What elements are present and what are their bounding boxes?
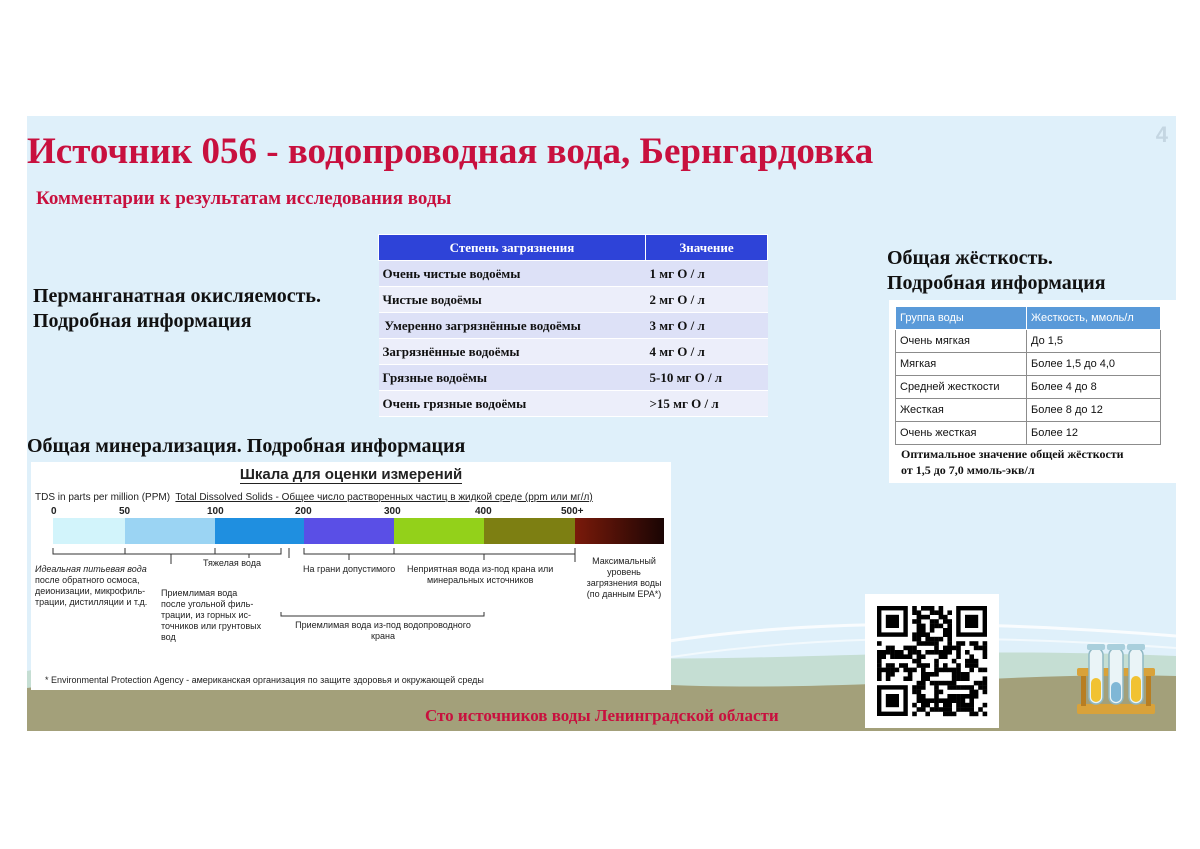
tds-label-line: Идеальная питьевая вода (35, 564, 147, 574)
tds-label-line: трации, из горных ис- (161, 610, 252, 620)
table-cell: Средней жесткости (896, 376, 1027, 399)
tds-label-line: Приемлимая вода (161, 588, 238, 598)
tds-label-line: вод (161, 632, 176, 642)
tds-tick: 200 (295, 506, 312, 517)
table-header-row (896, 307, 1161, 330)
table-cell: 5-10 мг О / л (646, 365, 768, 391)
table-row (379, 261, 768, 287)
hardness-note-line2: от 1,5 до 7,0 ммоль-экв/л (901, 463, 1035, 477)
table-cell: Очень жесткая (896, 422, 1027, 445)
table-header-row (379, 235, 768, 261)
table-cell: 4 мг О / л (646, 339, 768, 365)
table-cell: >15 мг О / л (646, 391, 768, 417)
tds-label-line: после угольной филь- (161, 599, 254, 609)
table-header-cell: Степень загрязнения (379, 235, 646, 261)
tds-tick: 500+ (561, 506, 584, 517)
hardness-heading (887, 246, 1106, 296)
tds-label-line: (по данным EPA*) (586, 589, 662, 599)
tds-tick: 400 (475, 506, 492, 517)
table-header-cell: Группа воды (896, 307, 1027, 330)
tds-axis-title-en: TDS in parts per million (PPM) (35, 492, 171, 503)
tds-label-line: деионизации, микрофиль- (35, 586, 146, 596)
hardness-note (901, 446, 1124, 478)
tds-label-heavy: Тяжелая вода (203, 558, 261, 568)
table-cell: Умеренно загрязнённые водоёмы (379, 313, 646, 339)
table-header-cell: Значение (646, 235, 768, 261)
table-row (379, 313, 768, 339)
hardness-panel (889, 300, 1176, 483)
permanganate-heading-line1: Перманганатная окисляемость. (33, 285, 321, 307)
tds-label-line: уровень (607, 567, 641, 577)
table-row (379, 365, 768, 391)
slide (27, 116, 1176, 731)
table-cell: Жесткая (896, 399, 1027, 422)
table-cell: Грязные водоёмы (379, 365, 646, 391)
table-cell: 1 мг О / л (646, 261, 768, 287)
tds-label-tap (286, 620, 480, 642)
permanganate-heading-line2: Подробная информация (33, 310, 252, 332)
qr-code-graphic (865, 594, 999, 728)
tds-label-max (579, 556, 669, 600)
tds-tick: 300 (384, 506, 401, 517)
tds-label-acceptable (161, 588, 261, 643)
permanganate-table (378, 234, 768, 417)
table-cell: 2 мг О / л (646, 287, 768, 313)
hardness-heading-line1: Общая жёсткость. (887, 247, 1053, 269)
tds-label-ideal (35, 564, 147, 608)
tds-label-edge: На грани допустимого (303, 564, 396, 574)
tds-label-line: Неприятная вода из-под крана или (407, 564, 554, 574)
page-number: 4 (1155, 122, 1168, 147)
table-row (896, 376, 1161, 399)
tds-label-line: Приемлимая вода из-под водопроводного (295, 620, 471, 630)
table-cell: Более 1,5 до 4,0 (1027, 353, 1161, 376)
table-row (896, 330, 1161, 353)
tds-axis-desc: Total Dissolved Solids - Общее число растворенных частиц в жидкой среде (ppm или мг/л) (175, 492, 593, 503)
table-row (379, 391, 768, 417)
page-subtitle: Комментарии к результатам исследования воды (36, 188, 452, 209)
slide-footer: Сто источников воды Ленинградской области (425, 706, 779, 725)
mineralization-heading: Общая минерализация. Подробная информация (27, 435, 466, 457)
tds-scale-title-text: Шкала для оценки измерений (239, 466, 463, 483)
table-cell: Мягкая (896, 353, 1027, 376)
tds-tick: 0 (51, 506, 57, 517)
table-row (896, 399, 1161, 422)
permanganate-heading (33, 284, 321, 334)
table-row (896, 353, 1161, 376)
tds-label-line: Максимальный (592, 556, 656, 566)
tds-label-unpleasant (407, 564, 553, 586)
tds-tick: 50 (119, 506, 131, 517)
table-header-cell: Жесткость, ммоль/л (1027, 307, 1161, 330)
table-cell: Более 8 до 12 (1027, 399, 1161, 422)
table-row (896, 422, 1161, 445)
table-row (379, 287, 768, 313)
tds-scale-panel (31, 462, 671, 690)
table-cell: До 1,5 (1027, 330, 1161, 353)
hardness-heading-line2: Подробная информация (887, 272, 1106, 294)
tds-footnote: * Environmental Protection Agency - американская организация по защите здоровья и окружающей среды (45, 675, 484, 685)
table-cell: Очень мягкая (896, 330, 1027, 353)
page-title: Источник 056 - водопроводная вода, Бернгардовка (27, 131, 874, 172)
tds-label-line: загрязнения воды (586, 578, 662, 588)
tds-label-line: после обратного осмоса, (35, 575, 140, 585)
table-cell: 3 мг О / л (646, 313, 768, 339)
qr-code-icon[interactable] (865, 594, 999, 728)
tds-label-line: трации, дистилляции и т.д. (35, 597, 148, 607)
hardness-note-line1: Оптимальное значение общей жёсткости (901, 447, 1124, 461)
table-cell: Очень грязные водоёмы (379, 391, 646, 417)
table-cell: Очень чистые водоёмы (379, 261, 646, 287)
hardness-table (895, 306, 1161, 445)
table-cell: Загрязнённые водоёмы (379, 339, 646, 365)
table-cell: Более 4 до 8 (1027, 376, 1161, 399)
tds-label-line: минеральных источников (426, 575, 534, 585)
tds-label-line: крана (371, 631, 395, 641)
table-row (379, 339, 768, 365)
table-cell: Более 12 (1027, 422, 1161, 445)
tds-tick: 100 (207, 506, 224, 517)
tds-label-line: точников или грунтовых (161, 621, 262, 631)
test-tubes-icon (1075, 642, 1157, 718)
table-cell: Чистые водоёмы (379, 287, 646, 313)
